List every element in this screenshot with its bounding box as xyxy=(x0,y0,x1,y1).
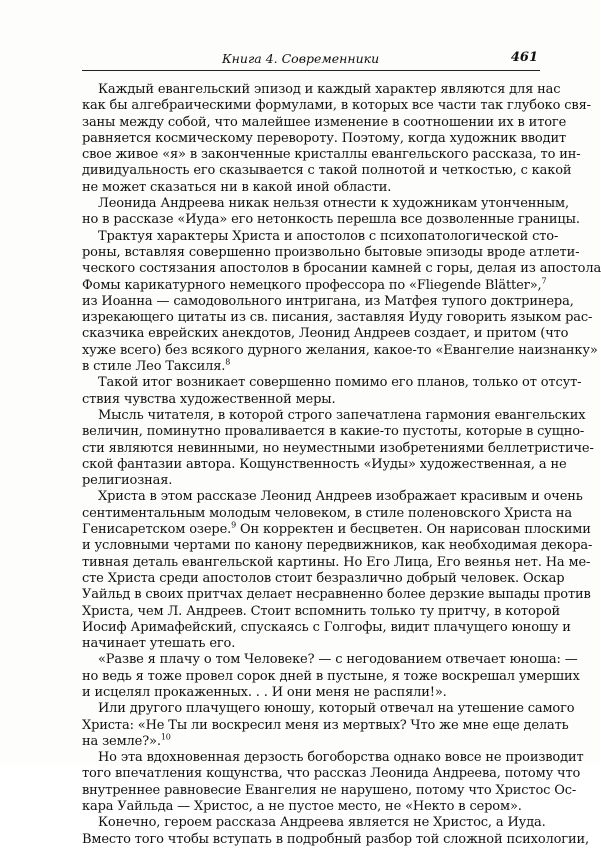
line-text: величин, поминутно проваливается в какие-то пустоты, которые в сущно- xyxy=(82,424,585,440)
text-line xyxy=(82,212,580,228)
footnote-ref: 7 xyxy=(541,276,547,286)
line-text: Мысль читателя, в которой строго запечатлена гармония евангельских xyxy=(98,407,586,423)
footnote-ref: 9 xyxy=(231,520,237,530)
text-line xyxy=(82,440,594,457)
text-line xyxy=(82,668,580,685)
line-text: как бы алгебраическими формулами, в которых все части так глубоко свя- xyxy=(82,98,591,114)
line-text: хуже всего) без всякого дурного желания, какое-то «Евангелие наизнанку» xyxy=(82,342,598,358)
line-text: Такой итог возникает совершенно помимо его планов, только от отсут- xyxy=(98,375,582,391)
text-line xyxy=(82,456,567,473)
text-line xyxy=(82,799,540,815)
line-text: и условными чертами по канону передвижников, как необходимая декора- xyxy=(82,538,593,554)
line-text: Фомы карикатурного немецкого профессора по «Fliegende Blätter», xyxy=(82,277,542,293)
line-text: но в рассказе «Иуда» его нетонкость перешла все дозволенные границы. xyxy=(82,212,580,228)
text-line xyxy=(82,603,561,620)
text-line xyxy=(82,505,573,522)
text-line xyxy=(82,276,547,294)
text-line xyxy=(82,359,540,375)
line-text: из Иоанна — самодовольного интригана, из Матфея тупого доктринера, xyxy=(82,293,574,309)
page-number: 461 xyxy=(510,50,538,65)
text-line xyxy=(82,130,567,147)
body-text xyxy=(82,82,601,848)
line-text: религиозная. xyxy=(82,473,173,489)
line-text: Или другого плачущего юношу, который отвечал на утешение самого xyxy=(98,701,575,717)
text-line xyxy=(82,766,581,782)
line-text: Христа в этом рассказе Леонид Андреев изображает красивым и очень xyxy=(98,489,583,505)
text-line xyxy=(82,244,580,261)
text-line xyxy=(82,473,540,489)
text-line xyxy=(82,538,593,554)
text-line xyxy=(82,701,575,717)
text-line xyxy=(82,147,581,163)
line-text: ческого состязания апостолов в бросании камней с горы, делая из апостола xyxy=(82,261,601,277)
text-line xyxy=(82,180,540,196)
text-line xyxy=(82,326,569,342)
line-text: начинает утешать его. xyxy=(82,636,236,652)
line-text: ствия чувства художественной меры. xyxy=(82,391,336,407)
line-text: того впечатления кощунства, что рассказ Леонида Андреева, потому что xyxy=(82,766,581,782)
line-text: Генисаретском озере. xyxy=(82,522,232,538)
line-text-after: Он корректен и бесцветен. Он нарисован плоскими xyxy=(236,522,591,538)
text-line xyxy=(82,815,546,831)
line-text: изрекающего цитаты из св. писания, заставляя Иуду говорить языком рас- xyxy=(82,310,593,326)
line-text: на земле?». xyxy=(82,733,161,749)
running-header xyxy=(82,50,540,71)
text-line xyxy=(82,114,567,131)
line-text: роны, вставляя совершенно произвольно бытовые эпизоды вроде атлети- xyxy=(82,244,580,260)
text-line xyxy=(82,82,561,98)
text-line xyxy=(82,424,585,440)
text-line xyxy=(82,554,591,571)
line-text: кара Уайльда — Христос, а не пустое место, не «Некто в сером». xyxy=(82,799,522,815)
line-text: Леонида Андреева никак нельзя отнести к художникам утонченным, xyxy=(98,196,569,212)
line-text: Уайльд в своих притчах делает несравненно более дерзкие выпады против xyxy=(82,587,591,603)
text-line xyxy=(82,293,574,310)
line-text: Но эта вдохновенная дерзость богоборства однако вовсе не производит xyxy=(98,750,584,766)
line-text: не может сказаться ни в какой иной области. xyxy=(82,179,392,195)
line-text: Христа, чем Л. Андреев. Стоит вспомнить только ту притчу, в которой xyxy=(82,603,561,619)
line-text: Христа: «Не Ты ли воскресил меня из мертвых? Что же мне еще делать xyxy=(82,717,569,733)
line-text: внутреннее равновесие Евангелия не нарушено, потому что Христос Ос- xyxy=(82,782,577,798)
line-text: в стиле Лео Таксиля. xyxy=(82,359,226,375)
text-line xyxy=(82,98,591,114)
line-text: свое живое «я» в законченные кристаллы евангельского рассказа, то ин- xyxy=(82,147,581,163)
text-line xyxy=(82,407,586,424)
text-line xyxy=(82,685,540,701)
text-line xyxy=(82,489,583,505)
line-text: ской фантазии автора. Кощунственность «Иуды» художественная, а не xyxy=(82,456,567,472)
line-text: Вместо того чтобы вступать в подробный разбор той сложной психологии, xyxy=(82,831,589,847)
text-line xyxy=(82,636,540,652)
text-line xyxy=(82,342,598,359)
line-text: дивидуальность его сказывается с такой полнотой и четкостью, с какой xyxy=(82,163,572,179)
footnote-ref: 10 xyxy=(160,732,171,742)
text-line xyxy=(82,392,540,408)
text-line xyxy=(82,750,584,766)
line-text: Каждый евангельский эпизод и каждый характер являются для нас xyxy=(98,82,561,97)
text-line xyxy=(82,717,569,734)
text-line xyxy=(82,163,572,179)
line-text: «Разве я плачу о том Человеке? — с негодованием отвечает юноша: — xyxy=(98,652,578,668)
line-text: сказчика еврейских анекдотов, Леонид Андреев создает, и притом (что xyxy=(82,326,569,342)
line-text: Трактуя характеры Христа и апостолов с психопатологической сто- xyxy=(98,228,559,244)
text-line xyxy=(82,310,593,326)
line-text: но ведь я тоже провел сорок дней в пустыне, я тоже воскрешал умерших xyxy=(82,668,580,684)
line-text: сти являются невинными, но неуместными изобретениями беллетристиче- xyxy=(82,440,594,456)
text-line xyxy=(82,228,559,245)
text-line xyxy=(82,520,591,538)
text-line xyxy=(82,587,591,603)
text-line xyxy=(82,375,582,391)
text-line xyxy=(82,831,589,848)
line-text: сте Христа среди апостолов стоит безразлично добрый человек. Оскар xyxy=(82,570,565,586)
text-line xyxy=(82,570,565,587)
text-line xyxy=(82,734,540,750)
text-line xyxy=(82,261,601,277)
running-title: Книга 4. Современники xyxy=(222,51,380,66)
text-line xyxy=(82,782,577,799)
line-text: сентиментальным молодым человеком, в стиле поленовского Христа на xyxy=(82,505,573,521)
footnote-ref: 8 xyxy=(225,357,231,367)
text-line xyxy=(82,196,569,212)
line-text: тивная деталь евангельской картины. Но Его Лица, Его веянья нет. На ме- xyxy=(82,554,591,570)
line-text: Иосиф Аримафейский, спускаясь с Голгофы, видит плачущего юношу и xyxy=(82,619,571,635)
line-text: равняется космическому перевороту. Поэтому, когда художник вводит xyxy=(82,130,567,146)
line-text: заны между собой, что малейшее изменение в соотношении их в итоге xyxy=(82,114,567,130)
text-line xyxy=(82,619,571,636)
line-text: Конечно, героем рассказа Андреева является не Христос, а Иуда. xyxy=(98,815,546,831)
text-line xyxy=(82,652,578,668)
line-text: и исцелял прокаженных. . . И они меня не распяли!». xyxy=(82,684,447,700)
